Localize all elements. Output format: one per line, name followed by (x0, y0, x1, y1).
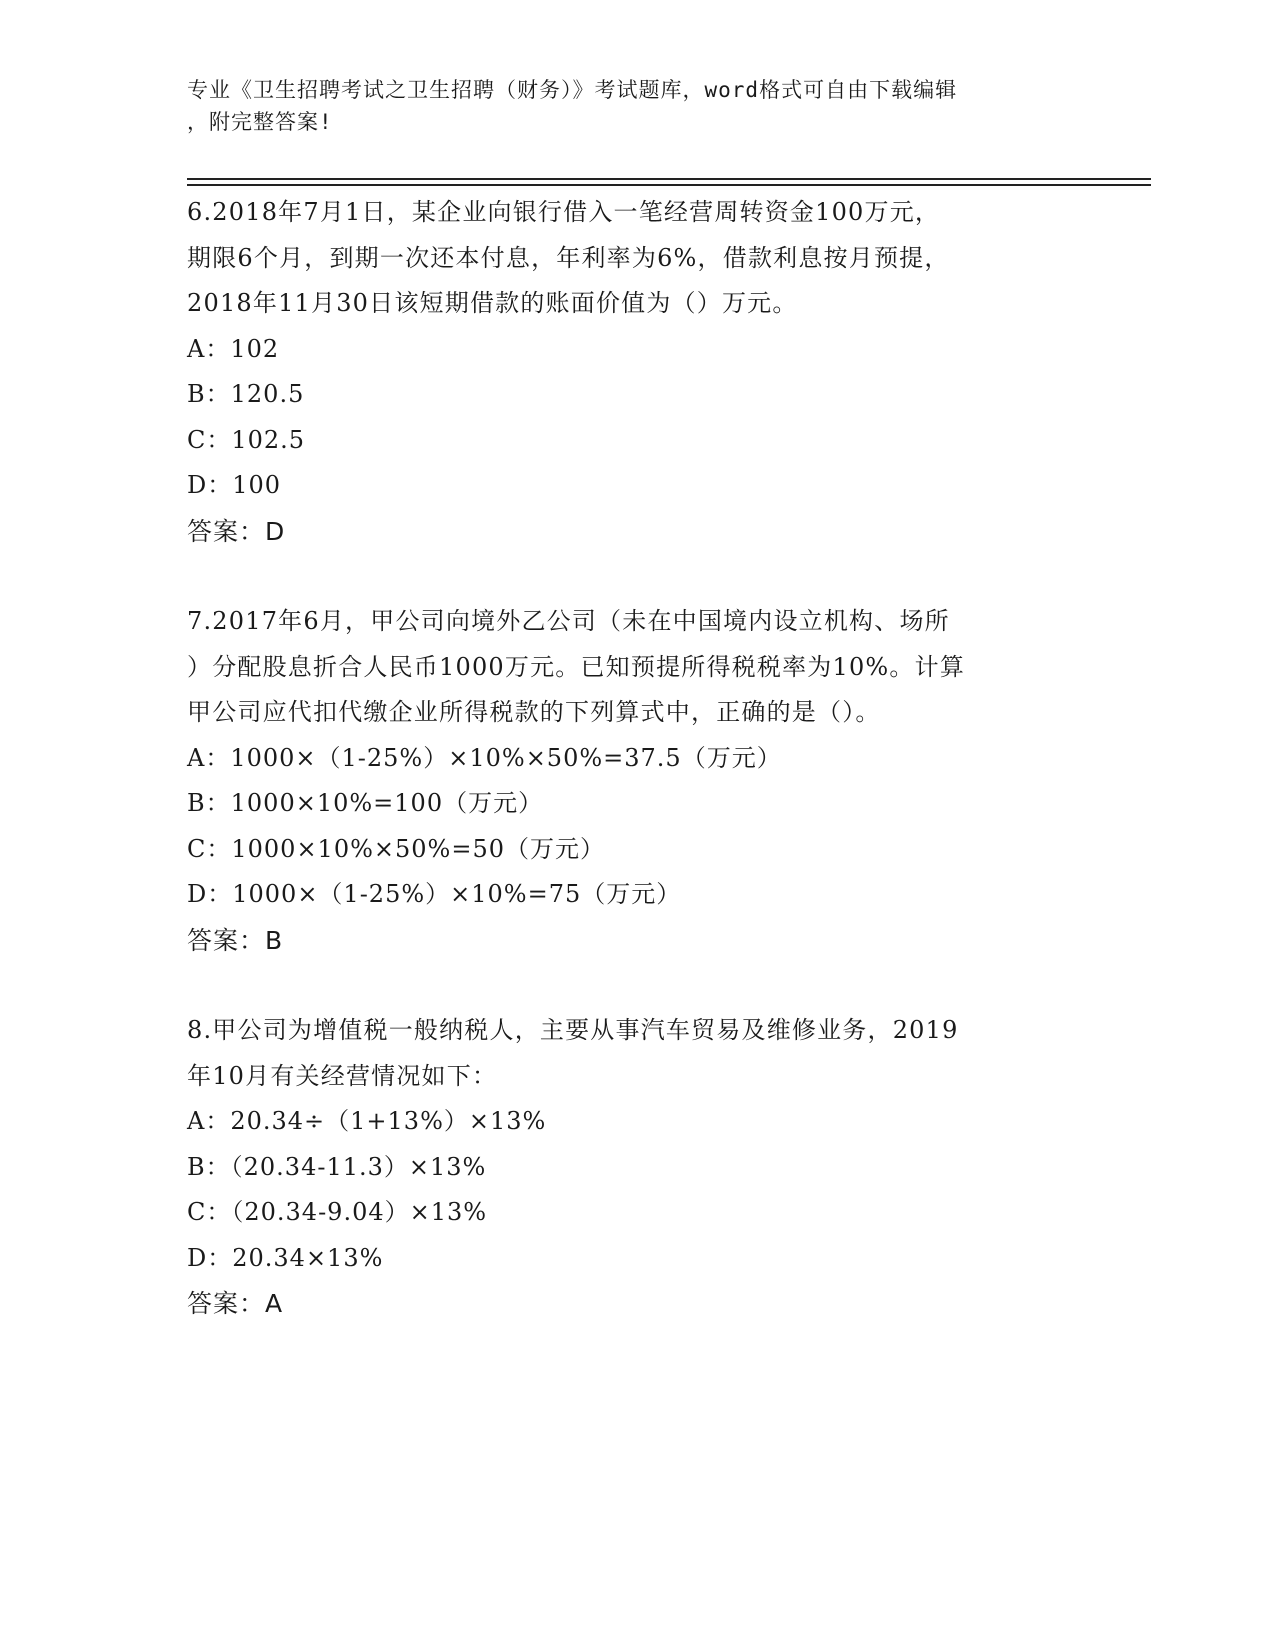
option-a: A：102 (187, 334, 280, 363)
option-a: A：20.34÷（1+13%）×13% (187, 1107, 547, 1135)
question-text-line: 7.2017年6月，甲公司向境外乙公司（未在中国境内设立机构、场所 (187, 607, 950, 635)
question-text-line: ）分配股息折合人民币1000万元。已知预提所得税税率为10%。计算 (187, 652, 966, 681)
option-b: B：1000×10%=100（万元） (187, 789, 544, 817)
answer-label: 答案：D (187, 516, 286, 546)
option-b: B：120.5 (187, 380, 305, 408)
document-header (187, 74, 1067, 138)
question-list (187, 190, 1087, 1372)
option-c: C：（20.34-9.04）×13% (187, 1198, 488, 1226)
question-6 (187, 190, 1087, 554)
question-text-line: 年10月有关经营情况如下： (187, 1061, 498, 1090)
question-text-line: 8.甲公司为增值税一般纳税人，主要从事汽车贸易及维修业务，2019 (187, 1016, 959, 1044)
answer-label: 答案：A (187, 1289, 284, 1318)
answer-label: 答案：B (187, 925, 284, 955)
header-line-1: 专业《卫生招聘考试之卫生招聘（财务）》考试题库，word格式可自由下载编辑 (187, 78, 958, 102)
question-text-line: 甲公司应代扣代缴企业所得税款的下列算式中，正确的是（）。 (187, 698, 881, 726)
header-rule-top (187, 178, 1151, 180)
question-8 (187, 1008, 1087, 1327)
question-7 (187, 599, 1087, 963)
question-text-line: 2018年11月30日该短期借款的账面价值为（）万元。 (187, 289, 798, 317)
option-d: D：100 (187, 471, 282, 499)
header-line-2: ，附完整答案! (187, 110, 333, 134)
option-d: D：20.34×13% (187, 1243, 384, 1272)
option-d: D：1000×（1-25%）×10%=75（万元） (187, 880, 682, 908)
question-text-line: 6.2018年7月1日，某企业向银行借入一笔经营周转资金100万元， (187, 198, 941, 226)
question-text-line: 期限6个月，到期一次还本付息，年利率为6%，借款利息按月预提， (187, 243, 950, 272)
option-b: B：（20.34-11.3）×13% (187, 1152, 487, 1181)
option-c: C：102.5 (187, 425, 306, 454)
option-a: A：1000×（1-25%）×10%×50%=37.5（万元） (187, 743, 782, 772)
option-c: C：1000×10%×50%=50（万元） (187, 834, 605, 863)
header-rule-bottom (187, 184, 1151, 186)
